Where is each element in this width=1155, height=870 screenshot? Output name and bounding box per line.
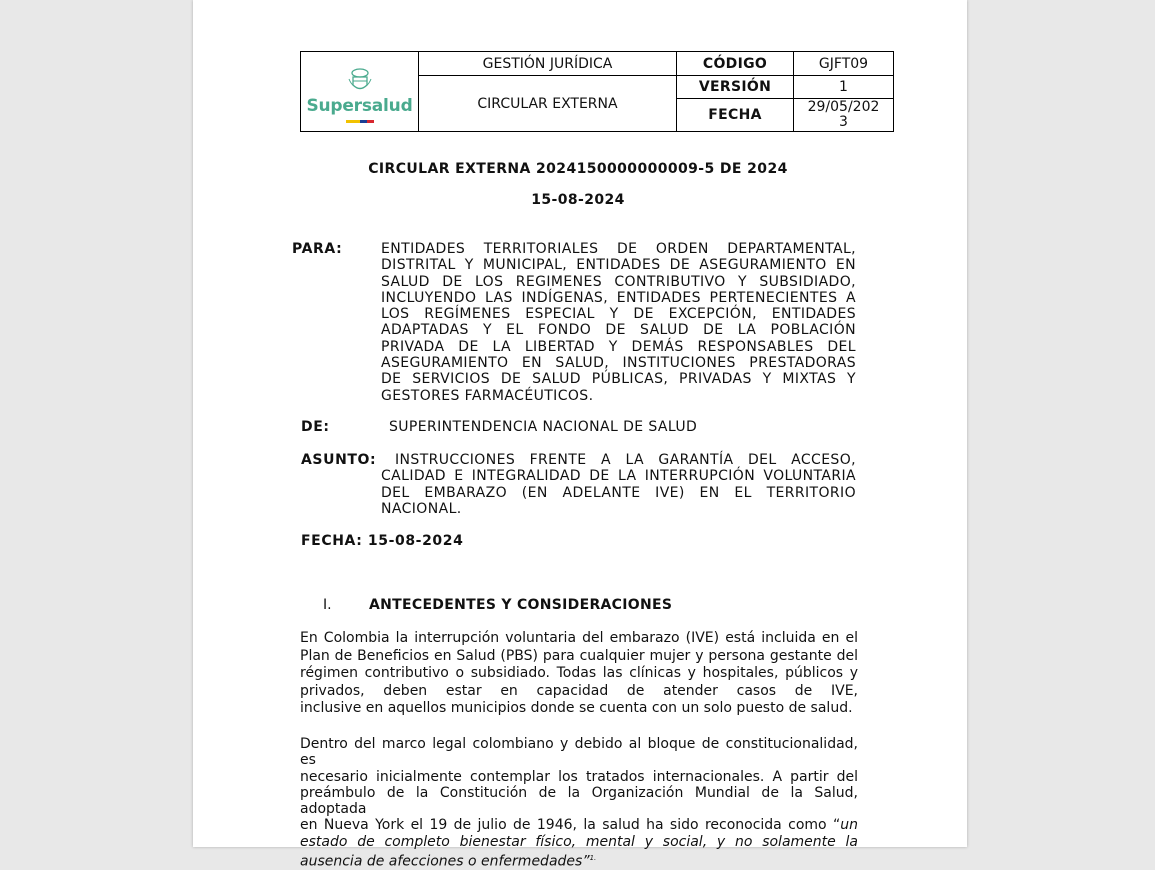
header-area: GESTIÓN JURÍDICA [419,52,677,76]
paragraph-1: En Colombia la interrupción voluntaria del embarazo (IVE) está incluida en el Plan de Beneficios en Salud (PBS) para cualquier mujer y persona gestante del régimen contributivo o subsidiado. Todas las clínicas y hospitales, públicos y privados, deben estar en capacidad de atender casos de IVE, inclusive en aquellos municipios donde se cuenta con un solo puesto de salud. [300,630,858,716]
header-doc-type: CIRCULAR EXTERNA [419,76,677,132]
document-header-table [300,51,894,132]
circular-date: 15-08-2024 [531,192,625,208]
logo-cell [301,52,419,132]
circular-title: CIRCULAR EXTERNA 2024150000000009-5 DE 2024 [368,161,788,177]
codigo-value: GJFT09 [794,52,894,76]
fecha-line: FECHA: 15-08-2024 [301,533,464,549]
asunto-text: INSTRUCCIONES FRENTE A LA GARANTÍA DEL ACCESO, CALIDAD E INTEGRALIDAD DE LA INTERRUPCIÓN VOLUNTARIA DEL EMBARAZO (EN ADELANTE IVE) EN EL TERRITORIO NACIONAL. [381,452,856,517]
footnote-ref: 1. [589,854,597,863]
coat-of-arms-icon [345,66,375,94]
supersalud-logo: Supersalud [306,96,413,116]
asunto-label: ASUNTO: [301,452,377,468]
paragraph-2: Dentro del marco legal colombiano y debido al bloque de constitucionalidad, es necesario inicialmente contemplar los tratados internacionales. A partir del preámbulo de la Constitución de la Organización Mundial de la Salud, adoptada en Nueva York el 19 de julio de 1946, la salud ha sido reconocida como “un estado de completo bienestar físico, mental y social, y no solamente la ausencia de afecciones o enfermedades”$^{1.}$ [300,736,858,870]
de-label: DE: [301,419,330,435]
flag-stripe [346,120,374,123]
document-page [193,0,967,870]
de-value: SUPERINTENDENCIA NACIONAL DE SALUD [389,419,698,435]
fecha-label: FECHA [677,98,794,131]
para-text: ENTIDADES TERRITORIALES DE ORDEN DEPARTAMENTAL, DISTRITAL Y MUNICIPAL, ENTIDADES DE ASEGURAMIENTO EN SALUD DE LOS REGIMENES CONTRIBUTIVO Y SUBSIDIADO, INCLUYENDO LAS INDÍGENAS, ENTIDADES PERTENECIENTES A LOS REGÍMENES ESPECIAL Y DE EXCEPCIÓN, ENTIDADES ADAPTADAS Y EL FONDO DE SALUD DE LA POBLACIÓN PRIVADA DE LA LIBERTAD Y DEMÁS RESPONSABLES DEL ASEGURAMIENTO EN SALUD, INSTITUCIONES PRESTADORAS DE SERVICIOS DE SALUD PÚBLICAS, PRIVADAS Y MIXTAS Y GESTORES FARMACÉUTICOS. [381,241,856,404]
codigo-label: CÓDIGO [677,52,794,76]
version-label: VERSIÓN [677,76,794,98]
para-label: PARA: [292,241,343,257]
version-value: 1 [794,76,894,98]
fecha-value: 29/05/202 3 [794,98,894,131]
section-title: ANTECEDENTES Y CONSIDERACIONES [369,597,673,613]
section-number: I. [323,597,332,613]
